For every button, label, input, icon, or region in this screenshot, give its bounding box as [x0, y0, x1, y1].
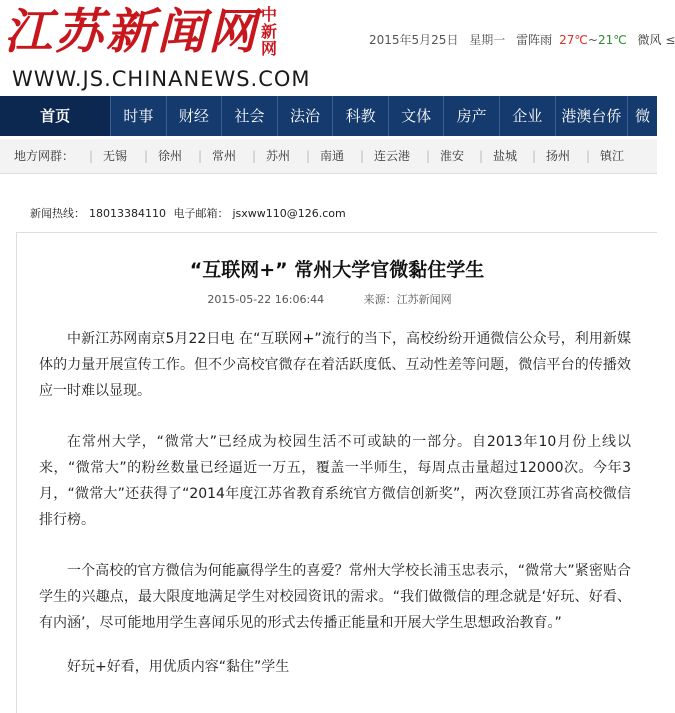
wind-level: ≤ — [665, 33, 675, 47]
nav-item[interactable]: 法治 — [290, 107, 321, 125]
site-header — [0, 0, 675, 95]
main-nav — [0, 96, 657, 136]
site-url[interactable]: WWW.JS.CHINANEWS.COM — [12, 67, 311, 91]
local-separator: | — [306, 149, 311, 163]
nav-item[interactable]: 房产 — [456, 107, 487, 125]
local-city-link[interactable]: 淮安 — [440, 149, 465, 163]
phone-label: 新闻热线： — [30, 207, 85, 220]
site-logo[interactable]: 江苏新闻网 — [4, 4, 260, 60]
nav-item[interactable]: 文体 — [401, 107, 432, 125]
nav-item[interactable]: 时事 — [123, 107, 154, 125]
nav-item[interactable]: 财经 — [178, 107, 209, 125]
local-city-link[interactable]: 徐州 — [158, 149, 183, 163]
article-container — [16, 232, 657, 713]
local-separator: | — [89, 149, 94, 163]
date-text: 2015年5月25日 — [369, 33, 459, 47]
temp-high: 27℃ — [559, 33, 588, 47]
local-city-link[interactable]: 盐城 — [493, 149, 518, 163]
article-datetime: 2015-05-22 16:06:44 — [207, 293, 325, 306]
nav-item[interactable]: 港澳台侨 — [561, 107, 622, 125]
main-nav-list — [0, 96, 657, 136]
local-separator: | — [198, 149, 203, 163]
phone-number: 18013384110 — [89, 207, 166, 220]
date-weather-bar — [369, 31, 675, 48]
local-label: 地方网群： — [14, 149, 75, 163]
wind-text: 微风 — [637, 33, 662, 47]
article-title: “互联网+” 常州大学官微黏住学生 — [189, 259, 485, 281]
local-separator: | — [252, 149, 257, 163]
local-separator: | — [426, 149, 431, 163]
local-separator: | — [360, 149, 365, 163]
local-city-link[interactable]: 无锡 — [103, 149, 128, 163]
article-paragraph: 在常州大学，“微常大”已经成为校园生活不可或缺的一部分。自2013年10月份上线以来，“微常大”的粉丝数量已经逼近一万五，覆盖一半师生，每周点击量超过12000次。今年3月，“微常大”还获得了“2014年度江苏省教育系统官方微信创新奖”，两次登顶江苏省高校微信排行榜。 — [39, 434, 631, 528]
article-source[interactable]: 来源：江苏新闻网 — [363, 293, 452, 306]
nav-item[interactable]: 科教 — [345, 107, 376, 125]
temp-separator: ~ — [587, 33, 598, 47]
nav-item[interactable]: 社会 — [234, 107, 265, 125]
article-paragraph: 一个高校的官方微信为何能赢得学生的喜爱？常州大学校长浦玉忠表示，“微常大”紧密贴合学生的兴趣点，最大限度地满足学生对校园资讯的需求。“我们做微信的理念就是‘好玩、好看、有内涵’，尽可能地用学生喜闻乐见的形式去传播正能量和开展大学生思想政治教育。” — [39, 563, 631, 631]
local-city-link[interactable]: 常州 — [212, 149, 237, 163]
local-city-link[interactable]: 镇江 — [600, 149, 625, 163]
local-separator: | — [479, 149, 484, 163]
nav-item[interactable]: 企业 — [512, 107, 543, 125]
local-separator: | — [532, 149, 537, 163]
weather-text: 雷阵雨 — [516, 33, 553, 47]
article-subheading: 好玩+好看，用优质内容“黏住”学生 — [67, 659, 290, 675]
local-separator: | — [144, 149, 149, 163]
email-address[interactable]: jsxww110@126.com — [232, 207, 346, 220]
local-city-link[interactable]: 扬州 — [546, 149, 571, 163]
temp-low: 21℃ — [597, 33, 627, 47]
weekday-text: 星期一 — [469, 33, 506, 47]
nav-item[interactable]: 首页 — [0, 96, 110, 136]
local-city-link[interactable]: 苏州 — [266, 149, 291, 163]
nav-item[interactable]: 微 — [635, 107, 651, 125]
local-city-link[interactable]: 连云港 — [374, 149, 411, 163]
local-network-bar — [0, 139, 657, 174]
article-paragraph: 中新江苏网南京5月22日电 在“互联网+”流行的当下，高校纷纷开通微信公众号，利用新媒体的力量开展宣传工作。但不少高校官微存在着活跃度低、互动性差等问题，微信平台的传播效应一时难以显现。 — [39, 331, 631, 399]
hotline-bar — [30, 205, 350, 221]
article-meta — [17, 291, 642, 307]
local-city-link[interactable]: 南通 — [320, 149, 345, 163]
local-separator: | — [586, 149, 591, 163]
logo-subtitle: 中新网 — [260, 5, 277, 58]
email-label: 电子邮箱： — [173, 207, 229, 220]
